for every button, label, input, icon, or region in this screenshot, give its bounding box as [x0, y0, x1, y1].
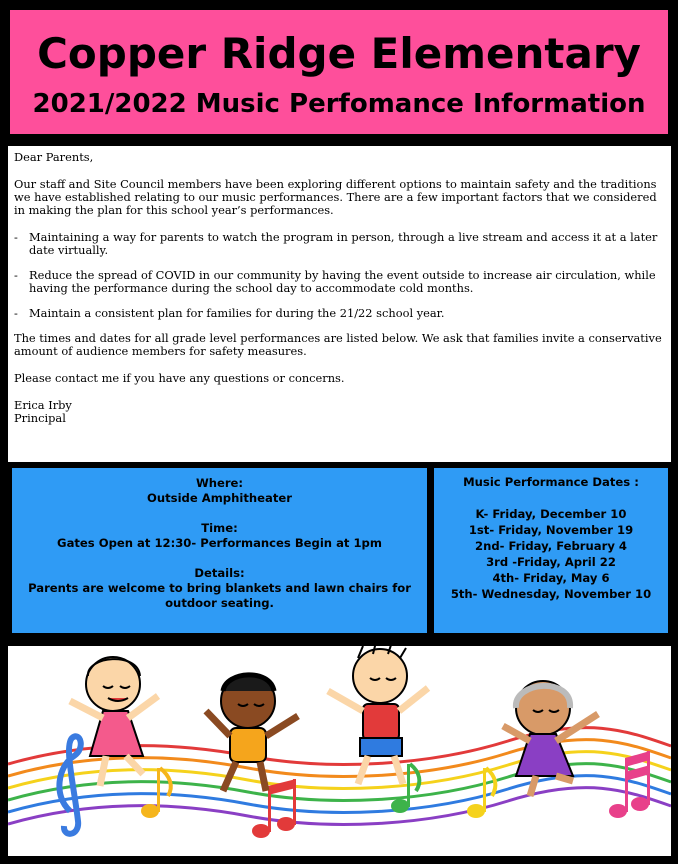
signer-title: Principal: [14, 411, 66, 425]
signer-name: Erica Irby: [14, 398, 72, 412]
details-value: Parents are welcome to bring blankets and lawn chairs for outdoor seating.: [28, 581, 411, 610]
flyer-subtitle: 2021/2022 Music Perfomance Information: [32, 89, 646, 119]
bullet-marker: -: [14, 268, 18, 282]
school-title: Copper Ridge Elementary: [37, 29, 641, 78]
bullet-marker: -: [14, 230, 18, 244]
where-label: Where:: [195, 476, 244, 490]
date-item: 4th- Friday, May 6: [492, 571, 610, 585]
letter-bullet: [14, 231, 665, 257]
letter-intro: Our staff and Site Council members have been exploring different options to maintain safety and the traditions we have established relating to our music performances. There are a few important factors that we considered in making the plan for this school year’s performances.: [14, 177, 657, 217]
time-value: Gates Open at 12:30- Performances Begin at 1pm: [57, 536, 382, 550]
date-item: 1st- Friday, November 19: [468, 523, 634, 537]
date-item: K- Friday, December 10: [475, 507, 627, 521]
details-block: [12, 566, 427, 611]
bullet-text: Reduce the spread of COVID in our community by having the event outside to increase air circulation, while having the performance during the school day to accommodate cold months.: [29, 268, 656, 295]
bullet-text: Maintaining a way for parents to watch the program in person, through a live stream and access it at a later date virtually.: [29, 230, 658, 257]
bullet-marker: -: [14, 306, 18, 320]
details-label: Details:: [194, 566, 245, 580]
date-item: 5th- Wednesday, November 10: [450, 587, 652, 601]
performance-dates-box: [434, 468, 668, 633]
parent-letter: [8, 146, 671, 462]
letter-greeting: Dear Parents,: [14, 150, 94, 164]
letter-contact: Please contact me if you have any questions or concerns.: [14, 371, 345, 385]
where-block: [12, 476, 427, 506]
letter-bullet: [14, 269, 665, 295]
time-label: Time:: [201, 521, 238, 535]
where-value: Outside Amphitheater: [147, 491, 292, 505]
date-item: 2nd- Friday, February 4: [475, 539, 627, 553]
time-block: [12, 521, 427, 551]
letter-times-text: The times and dates for all grade level performances are listed below. We ask that families invite a conservative amount of audience members for safety measures.: [14, 331, 662, 358]
header-banner: [8, 8, 670, 136]
letter-bullet: [14, 307, 665, 320]
music-staff-art: [8, 646, 671, 856]
dates-heading: Music Performance Dates :: [463, 475, 639, 489]
bullet-text: Maintain a consistent plan for families for during the 21/22 school year.: [29, 306, 445, 320]
dancing-kids-illustration: [8, 646, 671, 856]
event-info-box: [12, 468, 427, 633]
date-item: 3rd -Friday, April 22: [486, 555, 616, 569]
